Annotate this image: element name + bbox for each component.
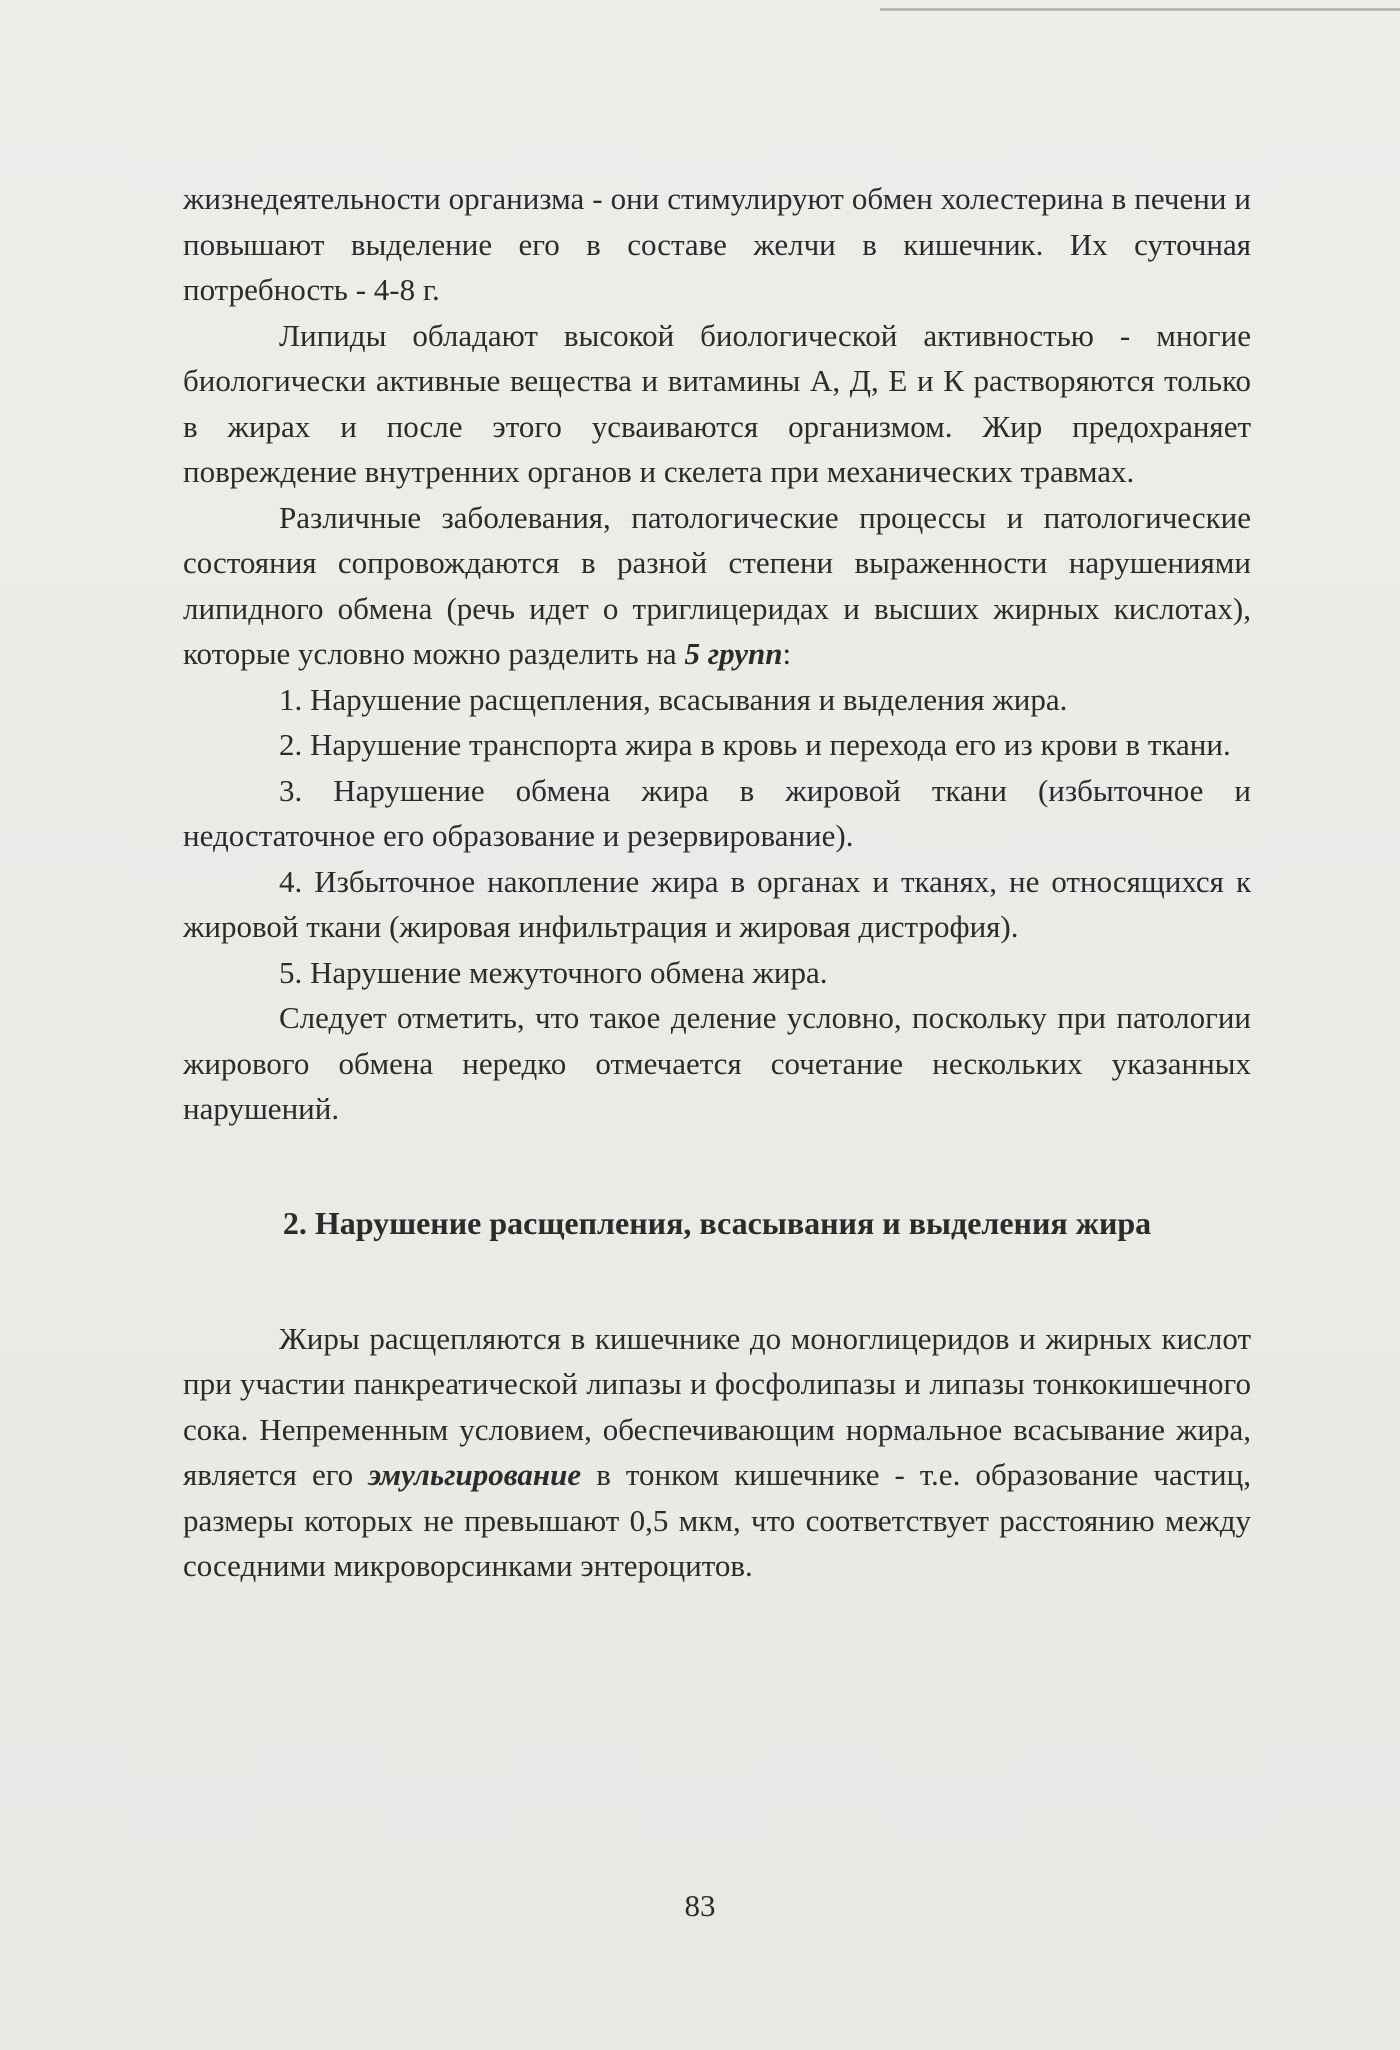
paragraph-fat-digestion	[183, 1316, 1251, 1589]
list-item: 2. Нарушение транспорта жира в кровь и перехода его из крови в ткани.	[279, 727, 1231, 762]
page-body	[183, 176, 1251, 1589]
paragraph-lipids-activity: Липиды обладают высокой биологической активностью - многие биологически активные вещества и витамины А, Д, Е и К растворяются только в жирах и после этого усваиваются организмом. Жир предохраняет повреждение внутренних органов и скелета при механических травмах.	[183, 317, 1251, 489]
paragraph-fat-digestion-end: в тонком кишечнике - т.е. образование частиц, размеры которых не превышают 0,5 мкм, что соответствует расстоянию между соседними микроворсинками энтероцитов.	[183, 1457, 1251, 1583]
paragraph-closing: Следует отметить, что такое деление условно, поскольку при патологии жирового обмена нередко отмечается сочетание нескольких указанных нарушений.	[183, 1000, 1251, 1126]
paragraph-lipid-disorders-end: :	[782, 636, 792, 671]
emphasis-emulsification: эмульгирование	[368, 1457, 582, 1492]
paragraph-lipid-disorders	[183, 495, 1251, 677]
page-number: 83	[684, 1888, 716, 1923]
list-item: 3. Нарушение обмена жира в жировой ткани (избыточное и недостаточное его образование и резервирование).	[183, 772, 1251, 853]
paragraph-lipid-disorders-text: Различные заболевания, патологические процессы и патологические состояния сопровождаются в разной степени выраженности нарушениями липидного обмена (речь идет о триглицеридах и высших жирных кислотах), которые условно можно разделить на	[183, 499, 1251, 671]
list-item: 4. Избыточное накопление жира в органах и тканях, не относящихся к жировой ткани (жировая инфильтрация и жировая дистрофия).	[183, 863, 1251, 944]
list-item: 5. Нарушение межуточного обмена жира.	[279, 954, 828, 990]
list-item: 1. Нарушение расщепления, всасывания и выделения жира.	[279, 681, 1068, 717]
paragraph-continuation: жизнедеятельности организма - они стимулируют обмен холестерина в печени и повышают выделение его в составе желчи в кишечник. Их суточная потребность - 4-8 г.	[183, 181, 1251, 307]
paragraph-fat-digestion-text: Жиры расщепляются в кишечнике до моноглицеридов и жирных кислот при участии панкреатической липазы и фосфолипазы и липазы тонкокишечного сока. Непременным условием, обеспечивающим нормальное всасывание жира, является его	[183, 1320, 1251, 1492]
section-heading: 2. Нарушение расщепления, всасывания и выделения жира	[282, 1204, 1152, 1241]
emphasis-five-groups: 5 групп	[684, 636, 783, 671]
top-edge-rule	[880, 8, 1400, 11]
